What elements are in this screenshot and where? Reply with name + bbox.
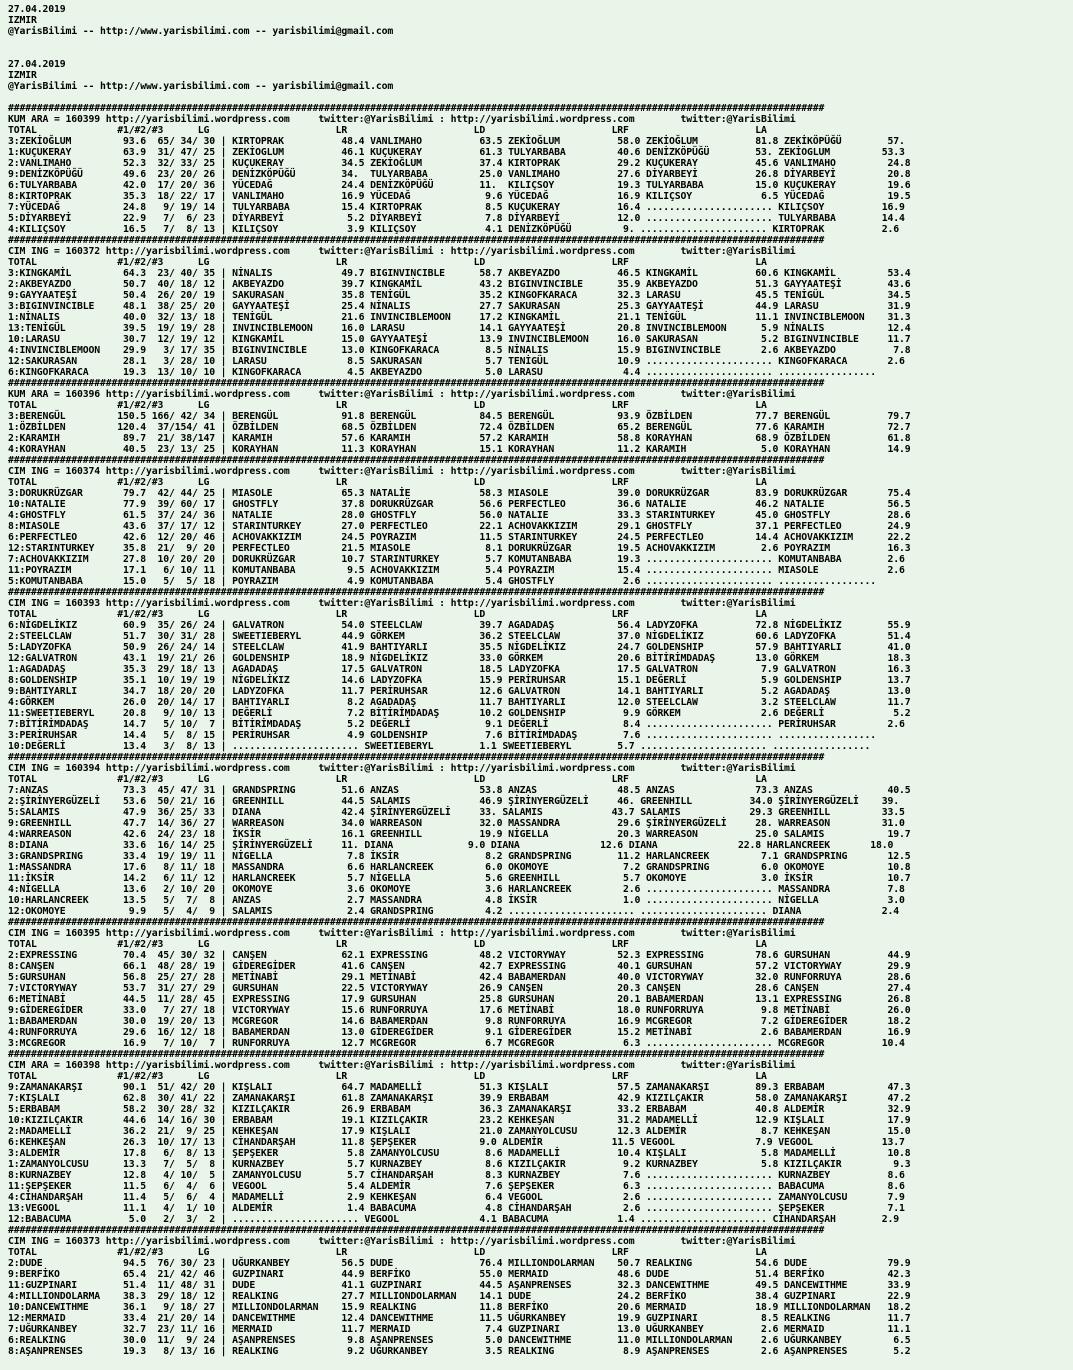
horse-row: 4:NİGELLA 13.6 2/ 10/ 20 | OKOMOYE 3.6 OKOMOYE 3.6 HARLANCREEK 2.6 ...................... MASSANDRA 7.8 xyxy=(8,884,905,895)
horse-row: 2:MADAMELLİ 36.2 21/ 9/ 25 | KEHKEŞAN 17.9 KIŞLALI 21.0 ZAMANYOLCUSU 12.3 ALDEMİR 8.7 KEHKEŞAN 15.0 xyxy=(8,1126,911,1137)
horse-row: 3:GRANDSPRING 33.4 19/ 19/ 11 | NİGELLA 7.8 İKSİR 8.2 GRANDSPRING 11.2 HARLANCREEK 7.1 GRANDSPRING 12.5 xyxy=(8,851,911,862)
column-header: TOTAL #1/#2/#3 LG LR LD LRF LA xyxy=(8,939,767,950)
horse-row: 1:AGADADAŞ 35.3 29/ 18/ 13 | AGADADAŞ 17.5 GALVATRON 18.5 LADYZOFKA 17.5 GALVATRON 7.9 GALVATRON 16.3 xyxy=(8,664,911,675)
horse-row: 11:SWEETIEBERYL 20.8 9/ 10/ 13 | DEĞERLİ 7.2 BİTİRİMDADAŞ 10.2 GOLDENSHIP 9.9 GÖRKEM 2.6 DEĞERLİ 5.2 xyxy=(8,708,911,719)
race-header: CIM ING = 160373 http://yarisbilimi.wordpress.com twitter:@YarisBilimi : http://yarisbilimi.wordpress.com twitter:@YarisBilimi xyxy=(8,1236,796,1247)
column-header: TOTAL #1/#2/#3 LG LR LD LRF LA xyxy=(8,609,767,620)
blank-line xyxy=(8,37,1073,48)
horse-row: 6:KINGOFKARACA 19.3 13/ 10/ 10 | KINGOFKARACA 4.5 AKBEYAZDO 5.0 LARASU 4.4 ...................... ................. xyxy=(8,367,876,378)
horse-row: 7:VICTORYWAY 53.7 31/ 27/ 29 | GURSUHAN 22.5 VICTORYWAY 26.9 CANŞEN 20.3 CANŞEN 28.6 CANŞEN 27.4 xyxy=(8,983,911,994)
section-divider: ############################################################################################################################################## xyxy=(8,587,825,598)
horse-row: 8:DIANA 33.6 16/ 14/ 25 | ŞİRİNYERGÜZELİ 11. DIANA 9.0 DIANA 12.6 DIANA 22.8 HARLANCREEK 18.0 xyxy=(8,840,894,851)
horse-row: 4:WARREASON 42.6 24/ 23/ 18 | İKSİR 16.1 GREENHILL 19.9 NİGELLA 20.3 WARREASON 25.0 SALAMIS 19.7 xyxy=(8,829,911,840)
horse-row: 13:VEGOOL 11.1 4/ 1/ 10 | ALDEMİR 1.4 BABACUMA 4.8 CİHANDARŞAH 2.6 ...................... ŞEPŞEKER 7.1 xyxy=(8,1203,905,1214)
horse-row: 3:PERİRUHSAR 14.4 5/ 8/ 15 | PERİRUHSAR 4.9 GOLDENSHIP 7.6 BİTİRİMDADAŞ 7.6 ...................... ................. xyxy=(8,730,876,741)
horse-row: 10:DANCEWITHME 36.1 9/ 18/ 27 | MILLIONDOLARMAN 15.9 REALKING 11.8 BERFİKO 20.6 MERMAID 18.9 MILLIONDOLARMAN 18.2 xyxy=(8,1302,911,1313)
horse-row: 11:GUZPINARI 51.4 11/ 48/ 31 | DUDE 41.1 GUZPINARI 44.5 AŞANPRENSES 32.3 DANCEWITHME 49.5 DANCEWITHME 33.9 xyxy=(8,1280,911,1291)
horse-row: 6:REALKING 30.0 11/ 9/ 24 | AŞANPRENSES 9.8 AŞANPRENSES 5.0 DANCEWITHME 11.0 MILLIONDOLARMAN 2.6 UĞURKANBEY 6.5 xyxy=(8,1335,911,1346)
horse-row: 4:GHOSTFLY 61.5 37/ 24/ 36 | NATALIE 28.0 GHOSTFLY 56.0 NATALIE 33.3 STARINTURKEY 45.0 GHOSTFLY 28.6 xyxy=(8,510,911,521)
horse-row: 6:METİNABİ 44.5 11/ 28/ 45 | EXPRESSING 17.9 GURSUHAN 25.8 GURSUHAN 20.1 BABAMERDAN 13.1 EXPRESSING 26.8 xyxy=(8,994,911,1005)
horse-row: 9:DENİZKÖPÜĞÜ 49.6 23/ 20/ 26 | DENİZKÖPÜĞÜ 34. TULYARBABA 25.0 VANLIMAHO 27.6 DİYARBEYİ 26.8 DİYARBEYİ 20.8 xyxy=(8,169,911,180)
horse-row: 12:SAKURASAN 28.1 3/ 28/ 10 | LARASU 8.5 SAKURASAN 5.7 TENİGÜL 10.9 ...................... KINGOFKARACA 2.6 xyxy=(8,356,905,367)
horse-row: 2:DUDE 94.5 76/ 30/ 23 | UĞURKANBEY 56.5 DUDE 76.4 MILLIONDOLARMAN 50.7 REALKING 54.6 DUDE 79.9 xyxy=(8,1258,911,1269)
horse-row: 8:KURNAZBEY 12.8 4/ 10/ 5 | ZAMANYOLCUSU 5.7 CİHANDARŞAH 8.3 KURNAZBEY 7.6 ...................... KURNAZBEY 8.6 xyxy=(8,1170,905,1181)
horse-row: 12:BABACUMA 5.0 2/ 3/ 2 | ...................... VEGOOL 4.1 BABACUMA 1.4 ...................... CİHANDARŞAH 2.9 xyxy=(8,1214,899,1225)
horse-row: 11:POYRAZIM 17.1 6/ 10/ 11 | KOMUTANBABA 9.5 ACHOVAKKIZIM 5.4 POYRAZIM 15.4 ...................... MIASOLE 2.6 xyxy=(8,565,905,576)
horse-row: 8:CANŞEN 66.1 48/ 28/ 19 | GİDEREGİDER 41.6 CANŞEN 42.7 EXPRESSING 40.1 GURSUHAN 57.2 VICTORYWAY 29.9 xyxy=(8,961,911,972)
text-line: @YarisBilimi -- http://www.yarisbilimi.com -- yarisbilimi@gmail.com xyxy=(8,26,394,37)
horse-row: 12:MERMAID 33.4 21/ 20/ 14 | DANCEWITHME 12.4 DANCEWITHME 11.5 UĞURKANBEY 19.9 GUZPINARI 8.5 REALKING 11.7 xyxy=(8,1313,911,1324)
race-header: CIM ARA = 160398 http://yarisbilimi.wordpress.com twitter:@YarisBilimi : http://yarisbilimi.wordpress.com twitter:@YarisBilimi xyxy=(8,1060,796,1071)
horse-row: 3:ZEKİOĞLUM 93.6 65/ 34/ 30 | KIRTOPRAK 48.4 VANLIMAHO 63.5 ZEKİOĞLUM 58.0 ZEKİOĞLUM 81.8 ZEKİKÖPÜĞÜ 57. xyxy=(8,136,905,147)
horse-row: 1:KUÇUKERAY 63.9 31/ 47/ 25 | ZEKİOGLUM 46.1 KUÇUKERAY 61.3 TULYARBABA 40.6 DENİZKÖPÜĞÜ 53. ZEKİOGLUM 53.3 xyxy=(8,147,905,158)
horse-row: 10:LARASU 30.7 12/ 19/ 12 | KINGKAMİL 15.0 GAYYAATEŞİ 13.9 INVINCIBLEMOON 16.0 SAKURASAN 5.2 BIGINVINCIBLE 11.7 xyxy=(8,334,911,345)
horse-row: 2:ŞİRİNYERGÜZELİ 53.6 50/ 21/ 16 | GREENHILL 44.5 SALAMIS 46.9 ŞİRİNYERGÜZELİ 46. GREENHILL 34.0 ŞİRİNYERGÜZELİ 39. xyxy=(8,796,899,807)
horse-row: 3:DORUKRÜZGAR 79.7 42/ 44/ 25 | MIASOLE 65.3 NATALİE 58.3 MIASOLE 39.0 DORUKRÜZGAR 83.9 DORUKRÜZGAR 75.4 xyxy=(8,488,911,499)
horse-row: 4:INVINCIBLEMOON 29.9 3/ 17/ 35 | BIGINVINCIBLE 13.0 KINGOFKARACA 8.5 NİNALIS 15.9 BIGINVINCIBLE 2.6 AKBEYAZDO 7.8 xyxy=(8,345,911,356)
horse-row: 9:BERFİKO 65.4 21/ 42/ 46 | GUZPINARI 44.9 BERFİKO 55.0 MERMAID 48.6 DUDE 51.4 BERFİKO 42.3 xyxy=(8,1269,911,1280)
section-divider: ############################################################################################################################################## xyxy=(8,1049,825,1060)
horse-row: 6:TULYARBABA 42.0 17/ 20/ 36 | YÜCEDAĞ 24.4 DENİZKÖPÜĞÜ 11. KILIÇSOY 19.3 TULYARBABA 15.0 KUÇUKERAY 19.6 xyxy=(8,180,911,191)
horse-row: 7:BİTİRİMDADAŞ 14.7 5/ 10/ 7 | BİTİRİMDADAŞ 5.2 DEĞERLİ 9.1 DEĞERLİ 8.4 ...................... PERİRUHSAR 2.6 xyxy=(8,719,905,730)
horse-row: 8:MIASOLE 43.6 37/ 17/ 12 | STARINTURKEY 27.0 PERFECTLEO 22.1 ACHOVAKKIZIM 29.1 GHOSTFLY 37.1 PERFECTLEO 24.9 xyxy=(8,521,911,532)
horse-row: 9:ZAMANAKARŞI 90.1 51/ 42/ 20 | KIŞLALI 64.7 MADAMELLİ 51.3 KIŞLALI 57.5 ZAMANAKARŞI 89.3 ERBABAM 47.3 xyxy=(8,1082,911,1093)
horse-row: 4:KORAYHAN 40.5 23/ 13/ 25 | KORAYHAN 11.3 KORAYHAN 15.1 KORAYHAN 11.2 KARAMIH 5.0 KORAYHAN 14.9 xyxy=(8,444,911,455)
horse-row: 4:MILLIONDOLARMA 38.3 29/ 18/ 12 | REALKING 27.7 MILLIONDOLARMAN 14.1 DUDE 24.2 BERFİKO 38.4 GUZPINARI 22.9 xyxy=(8,1291,911,1302)
horse-row: 1:ÖZBİLDEN 120.4 37/154/ 41 | ÖZBİLDEN 68.5 ÖZBİLDEN 72.4 ÖZBİLDEN 65.2 BERENGÜL 77.6 KARAMIH 72.7 xyxy=(8,422,911,433)
horse-row: 10:NATALIE 77.9 39/ 60/ 17 | GHOSTFLY 37.8 DORUKRÜZGAR 56.6 PERFECTLEO 36.6 NATALIE 46.2 NATALIE 56.5 xyxy=(8,499,911,510)
horse-row: 11:ŞEPŞEKER 11.5 6/ 4/ 6 | VEGOOL 5.4 ALDEMİR 7.6 ŞEPŞEKER 6.3 ...................... BABACUMA 8.6 xyxy=(8,1181,905,1192)
horse-row: 4:CİHANDARŞAH 11.4 5/ 6/ 4 | MADAMELLİ 2.9 KEHKEŞAN 6.4 VEGOOL 2.6 ...................... ZAMANYOLCUSU 7.9 xyxy=(8,1192,905,1203)
text-line: IZMIR xyxy=(8,15,37,26)
horse-row: 2:KARAMIH 89.7 21/ 38/147 | KARAMIH 57.6 KARAMIH 57.2 KARAMIH 58.8 KORAYHAN 68.9 ÖZBİLDEN 61.8 xyxy=(8,433,911,444)
horse-row: 5:DİYARBEYİ 22.9 7/ 6/ 23 | DİYARBEYİ 5.2 DİYARBEYİ 7.8 DİYARBEYİ 12.0 ...................... TULYARBABA 14.4 xyxy=(8,213,905,224)
horse-row: 3:ALDEMİR 17.8 6/ 8/ 13 | ŞEPŞEKER 5.8 ZAMANYOLCUSU 8.6 MADAMELLİ 10.4 KIŞLALI 5.8 MADAMELLİ 10.8 xyxy=(8,1148,911,1159)
section-divider: ############################################################################################################################################## xyxy=(8,235,825,246)
section-divider: ############################################################################################################################################## xyxy=(8,752,825,763)
blank-line xyxy=(8,92,1073,103)
horse-row: 1:ZAMANYOLCUSU 13.3 7/ 5/ 8 | KURNAZBEY 5.7 KURNAZBEY 8.6 KIZILÇAKIR 9.2 KURNAZBEY 5.8 KIZILÇAKIR 9.3 xyxy=(8,1159,911,1170)
horse-row: 1:NİNALIS 40.0 32/ 13/ 18 | TENİGÜL 21.6 INVINCIBLEMOON 17.2 KINGKAMİL 21.1 TENİGÜL 11.1 INVINCIBLEMOON 31.3 xyxy=(8,312,911,323)
section-divider: ############################################################################################################################################## xyxy=(8,917,825,928)
horse-row: 6:NİGDELİKIZ 60.9 35/ 26/ 24 | GALVATRON 54.0 STEELCLAW 39.7 AGADADAŞ 56.4 LADYZOFKA 72.8 NİGDELİKIZ 55.9 xyxy=(8,620,911,631)
race-header: CIM ING = 160372 http://yarisbilimi.wordpress.com twitter:@YarisBilimi : http://yarisbilimi.wordpress.com twitter:@YarisBilimi xyxy=(8,246,796,257)
horse-row: 12:GALVATRON 43.1 19/ 21/ 26 | GOLDENSHIP 18.9 NİGDELİKIZ 33.0 GÖRKEM 20.6 BİTİRİMDADAŞ 13.0 GÖRKEM 18.3 xyxy=(8,653,911,664)
horse-row: 5:KOMUTANBABA 15.0 5/ 5/ 18 | POYRAZIM 4.9 KOMUTANBABA 5.4 GHOSTFLY 2.6 ...................... ................. xyxy=(8,576,876,587)
horse-row: 7:UĞURKANBEY 32.7 23/ 11/ 16 | MERMAID 11.7 MERMAID 7.4 GUZPINARI 13.0 UĞURKANBEY 2.6 MERMAID 11.1 xyxy=(8,1324,911,1335)
horse-row: 7:ANZAS 73.3 45/ 47/ 31 | GRANDSPRING 51.6 ANZAS 53.8 ANZAS 48.5 ANZAS 73.3 ANZAS 40.5 xyxy=(8,785,911,796)
horse-row: 12:STARINTURKEY 35.8 21/ 9/ 20 | PERFECTLEO 21.5 MIASOLE 8.1 DORUKRÜZGAR 19.5 ACHOVAKKIZIM 2.6 POYRAZIM 16.3 xyxy=(8,543,911,554)
column-header: TOTAL #1/#2/#3 LG LR LD LRF LA xyxy=(8,400,767,411)
race-header: CIM ING = 160393 http://yarisbilimi.wordpress.com twitter:@YarisBilimi : http://yarisbilimi.wordpress.com twitter:@YarisBilimi xyxy=(8,598,796,609)
horse-row: 6:PERFECTLEO 42.6 12/ 20/ 46 | ACHOVAKKIZIM 24.5 POYRAZIM 11.5 STARINTURKEY 24.5 PERFECTLEO 14.4 ACHOVAKKIZIM 22.2 xyxy=(8,532,911,543)
horse-row: 9:GİDEREGİDER 33.0 7/ 27/ 18 | VICTORYWAY 15.6 RUNFORRUYA 17.6 METİNABİ 18.0 RUNFORRUYA 9.8 METİNABİ 26.0 xyxy=(8,1005,911,1016)
race-header: KUM ARA = 160399 http://yarisbilimi.wordpress.com twitter:@YarisBilimi : http://yarisbilimi.wordpress.com twitter:@YarisBilimi xyxy=(8,114,796,125)
race-header: CIM ING = 160374 http://yarisbilimi.wordpress.com twitter:@YarisBilimi : http://yarisbilimi.wordpress.com twitter:@YarisBilimi xyxy=(8,466,796,477)
horse-row: 7:YÜCEDAĞ 24.8 9/ 19/ 14 | TULYARBABA 15.4 KIRTOPRAK 8.5 KUÇUKERAY 16.4 ...................... KILIÇSOY 16.9 xyxy=(8,202,905,213)
horse-row: 10:KIZILÇAKIR 44.6 14/ 16/ 30 | ERBABAM 19.1 KIZILÇAKIR 23.2 KEHKEŞAN 31.2 MADAMELLİ 12.9 KIŞLALI 17.9 xyxy=(8,1115,911,1126)
horse-row: 1:MASSANDRA 17.6 8/ 11/ 18 | MASSANDRA 6.6 HARLANCREEK 6.0 OKOMOYE 7.2 GRANDSPRING 6.0 OKOMOYE 10.8 xyxy=(8,862,911,873)
section-divider: ############################################################################################################################################## xyxy=(8,103,825,114)
text-line: 27.04.2019 xyxy=(8,59,66,70)
race-header: CIM ING = 160394 http://yarisbilimi.wordpress.com twitter:@YarisBilimi : http://yarisbilimi.wordpress.com twitter:@YarisBilimi xyxy=(8,763,796,774)
horse-row: 3:KINGKAMİL 64.3 23/ 40/ 35 | NİNALIS 49.7 BIGINVINCIBLE 58.7 AKBEYAZDO 46.5 KINGKAMİL 60.6 KINGKAMİL 53.4 xyxy=(8,268,911,279)
horse-row: 5:SALAMIS 47.9 36/ 25/ 33 | DIANA 42.4 ŞİRİNYERGÜZELİ 33. SALAMIS 43.7 SALAMIS 29.3 GREENHILL 33.5 xyxy=(8,807,905,818)
horse-row: 5:LADYZOFKA 50.9 26/ 24/ 14 | STEELCLAW 41.9 BAHTIYARLI 35.5 NİGDELİKIZ 24.7 GOLDENSHIP 57.9 BAHTIYARLI 41.0 xyxy=(8,642,911,653)
horse-row: 4:RUNFORRUYA 29.6 16/ 12/ 18 | BABAMERDAN 13.0 GİDEREGİDER 9.1 GİDEREGİDER 15.2 METİNABİ 2.6 BABAMERDAN 16.9 xyxy=(8,1027,911,1038)
horse-row: 4:KILIÇSOY 16.5 7/ 8/ 13 | KILIÇSOY 3.9 KILIÇSOY 4.1 DENİZKÖPÜĞÜ 9. ...................... KIRTOPRAK 2.6 xyxy=(8,224,899,235)
horse-row: 6:KEHKEŞAN 26.3 10/ 17/ 13 | CİHANDARŞAH 11.8 ŞEPŞEKER 9.0 ALDEMİR 11.5 VEGOOL 7.9 VEGOOL 13.7 xyxy=(8,1137,905,1148)
horse-row: 9:GREENHILL 47.7 14/ 36/ 27 | WARREASON 34.0 WARREASON 32.0 MASSANDRA 29.6 ŞİRİNYERGÜZELİ 28. WARREASON 31.0 xyxy=(8,818,905,829)
horse-row: 13:TENİGÜL 39.5 19/ 19/ 28 | INVINCIBLEMOON 16.0 LARASU 14.1 GAYYAATEŞİ 20.8 INVINCIBLEMOON 5.9 NİNALIS 12.4 xyxy=(8,323,911,334)
horse-row: 8:KIRTOPRAK 35.3 18/ 22/ 17 | VANLIMAHO 16.9 YÜCEDAĞ 9.6 YÜCEDAĞ 16.9 KILIÇSOY 6.5 YÜCEDAĞ 19.5 xyxy=(8,191,911,202)
blank-line xyxy=(8,48,1073,59)
column-header: TOTAL #1/#2/#3 LG LR LD LRF LA xyxy=(8,257,767,268)
horse-row: 9:BAHTIYARLI 34.7 18/ 20/ 20 | LADYZOFKA 11.7 PERİRUHSAR 12.6 GALVATRON 14.1 BAHTIYARLI 5.2 AGADADAŞ 13.0 xyxy=(8,686,911,697)
horse-row: 11:İKSİR 14.2 6/ 11/ 12 | HARLANCREEK 5.7 NİGELLA 5.6 GREENHILL 5.7 OKOMOYE 3.0 İKSİR 10.7 xyxy=(8,873,911,884)
column-header: TOTAL #1/#2/#3 LG LR LD LRF LA xyxy=(8,125,767,136)
horse-row: 9:GAYYAATEŞİ 50.4 26/ 20/ 19 | SAKURASAN 35.8 TENİGÜL 35.2 KINGOFKARACA 32.3 LARASU 45.5 TENİGÜL 34.5 xyxy=(8,290,911,301)
column-header: TOTAL #1/#2/#3 LG LR LD LRF LA xyxy=(8,477,767,488)
horse-row: 3:MCGREGOR 16.9 7/ 10/ 7 | RUNFORRUYA 12.7 MCGREGOR 6.7 MCGREGOR 6.3 ...................... MCGREGOR 10.4 xyxy=(8,1038,905,1049)
column-header: TOTAL #1/#2/#3 LG LR LD LRF LA xyxy=(8,1247,767,1258)
horse-row: 7:KIŞLALI 62.8 30/ 41/ 22 | ZAMANAKARŞI 61.8 ZAMANAKARŞI 39.9 ERBABAM 42.9 KIZILÇAKIR 58.0 ZAMANAKARŞI 47.2 xyxy=(8,1093,911,1104)
horse-row: 5:GURSUHAN 56.8 25/ 27/ 28 | METİNABİ 29.1 METİNABİ 42.4 BABAMERDAN 40.0 VICTORYWAY 32.0 RUNFORRUYA 28.6 xyxy=(8,972,911,983)
section-divider: ############################################################################################################################################## xyxy=(8,378,825,389)
horse-row: 1:BABAMERDAN 30.0 19/ 20/ 13 | MCGREGOR 14.6 BABAMERDAN 9.8 RUNFORRUYA 16.9 MCGREGOR 7.2 GİDEREGİDER 18.2 xyxy=(8,1016,911,1027)
horse-row: 7:ACHOVAKKIZIM 27.8 10/ 20/ 20 | DORUKRÜZGAR 10.7 STARINTURKEY 5.7 KOMUTANBABA 19.3 ...................... KOMUTANBABA 2.6 xyxy=(8,554,905,565)
horse-row: 2:STEELCLAW 51.7 30/ 31/ 28 | SWEETIEBERYL 44.9 GÖRKEM 36.2 STEELCLAW 37.0 NİGDELİKIZ 60.6 LADYZOFKA 51.4 xyxy=(8,631,911,642)
horse-row: 8:AŞANPRENSES 19.3 8/ 13/ 16 | REALKING 9.2 UĞURKANBEY 3.5 REALKING 8.9 AŞANPRENSES 2.6 AŞANPRENSES 5.2 xyxy=(8,1346,911,1357)
column-header: TOTAL #1/#2/#3 LG LR LD LRF LA xyxy=(8,1071,767,1082)
text-line: IZMIR xyxy=(8,70,37,81)
column-header: TOTAL #1/#2/#3 LG LR LD LRF LA xyxy=(8,774,767,785)
horse-row: 12:OKOMOYE 9.9 5/ 4/ 9 | SALAMIS 2.4 GRANDSPRING 4.2 ...................... ...................... DIANA 2.4 xyxy=(8,906,899,917)
horse-row: 5:ERBABAM 58.2 30/ 28/ 32 | KIZILÇAKIR 26.9 ERBABAM 36.3 ZAMANAKARŞI 33.2 ERBABAM 40.8 ALDEMİR 32.9 xyxy=(8,1104,911,1115)
horse-row: 10:DEĞERLİ 13.4 3/ 8/ 13 | ...................... SWEETIEBERYL 1.1 SWEETIEBERYL 5.7 ...................... ................. xyxy=(8,741,871,752)
race-header: KUM ARA = 160396 http://yarisbilimi.wordpress.com twitter:@YarisBilimi : http://yarisbilimi.wordpress.com twitter:@YarisBilimi xyxy=(8,389,796,400)
horse-row: 2:AKBEYAZDO 50.7 40/ 18/ 12 | AKBEYAZDO 39.7 KINGKAMİL 43.2 BIGINVINCIBLE 35.9 AKBEYAZDO 51.3 GAYYAATEŞİ 43.6 xyxy=(8,279,911,290)
section-divider: ############################################################################################################################################## xyxy=(8,455,825,466)
section-divider: ############################################################################################################################################## xyxy=(8,1225,825,1236)
race-header: CIM ING = 160395 http://yarisbilimi.wordpress.com twitter:@YarisBilimi : http://yarisbilimi.wordpress.com twitter:@YarisBilimi xyxy=(8,928,796,939)
horse-row: 2:VANLIMAHO 52.3 32/ 33/ 25 | KUÇUKERAY 34.5 ZEKİOĞLUM 37.4 KIRTOPRAK 29.2 KUÇUKERAY 45.6 VANLIMAHO 24.8 xyxy=(8,158,911,169)
horse-row: 2:EXPRESSING 70.4 45/ 30/ 32 | CANŞEN 62.1 EXPRESSING 48.2 VICTORYWAY 52.3 EXPRESSING 78.6 GURSUHAN 44.9 xyxy=(8,950,911,961)
horse-row: 4:GÖRKEM 26.0 20/ 14/ 17 | BAHTIYARLI 8.2 AGADADAŞ 11.7 BAHTIYARLI 12.0 STEELCLAW 3.2 STEELCLAW 11.7 xyxy=(8,697,911,708)
text-line: 27.04.2019 xyxy=(8,4,66,15)
horse-row: 8:GOLDENSHIP 35.1 10/ 19/ 19 | NİGDELİKIZ 14.6 LADYZOFKA 15.9 PERİRUHSAR 15.1 DEĞERLİ 5.9 GOLDENSHIP 13.7 xyxy=(8,675,911,686)
horse-row: 3:BERENGÜL 150.5 166/ 42/ 34 | BERENGÜL 91.8 BERENGÜL 84.5 BERENGÜL 93.9 ÖZBİLDEN 77.7 BERENGÜL 79.7 xyxy=(8,411,911,422)
horse-row: 3:BIGINVINCIBLE 48.1 38/ 25/ 20 | GAYYAATEŞİ 25.4 NİNALIS 27.7 SAKURASAN 25.3 GAYYAATEŞİ 44.9 LARASU 31.9 xyxy=(8,301,911,312)
text-line: @YarisBilimi -- http://www.yarisbilimi.com -- yarisbilimi@gmail.com xyxy=(8,81,394,92)
horse-row: 10:HARLANCREEK 13.5 5/ 7/ 8 | ANZAS 2.7 MASSANDRA 4.8 İKSİR 1.0 ...................... NİGELLA 3.0 xyxy=(8,895,905,906)
